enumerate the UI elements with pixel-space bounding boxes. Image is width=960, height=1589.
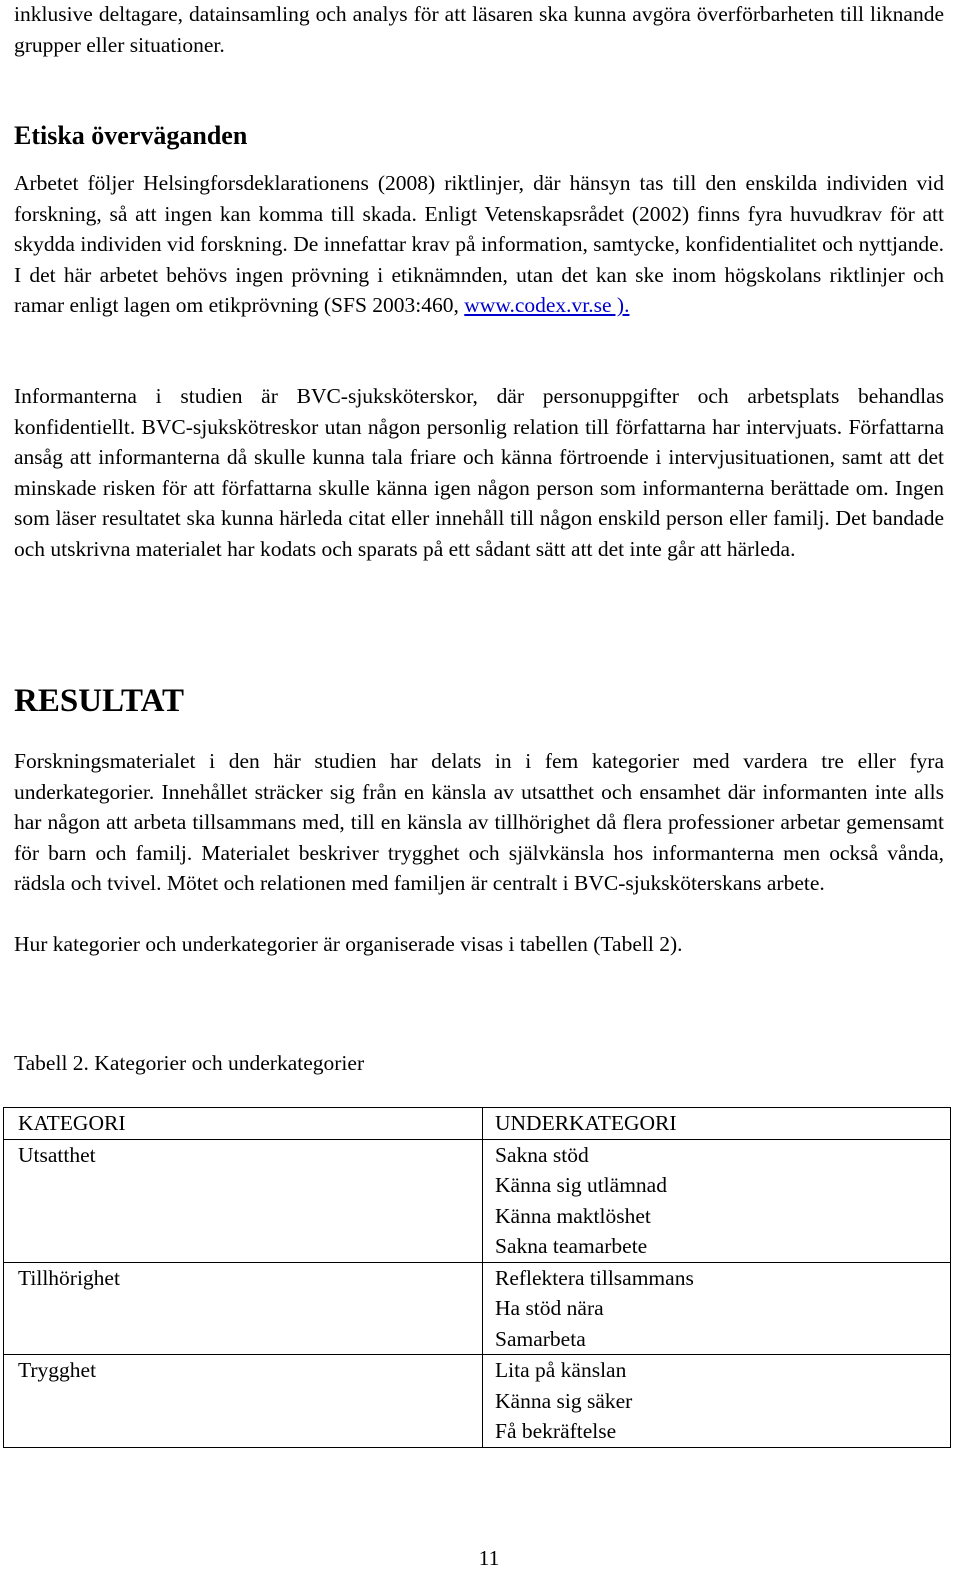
ethics-heading: Etiska överväganden bbox=[14, 121, 248, 150]
intro-paragraph: inklusive deltagare, datainsamling och analys för att läsaren ska kunna avgöra överförbarheten till liknande grupper eller situationer. bbox=[14, 2, 944, 57]
subcategory-item: Sakna stöd bbox=[495, 1142, 589, 1167]
category-cell: Trygghet bbox=[4, 1355, 483, 1448]
table-row bbox=[4, 1355, 951, 1448]
subcategory-item: Känna sig utlämnad bbox=[495, 1173, 667, 1197]
subcategory-item: Känna sig säker bbox=[495, 1388, 633, 1413]
subcategory-item: Ha stöd nära bbox=[495, 1296, 604, 1320]
codex-link[interactable]: www.codex.vr.se ). bbox=[464, 293, 630, 317]
table-header-row bbox=[4, 1108, 951, 1140]
table-caption: Tabell 2. Kategorier och underkategorier bbox=[14, 1051, 365, 1075]
subcategory-item: Få bekräftelse bbox=[495, 1419, 617, 1443]
subcategory-item: Känna maktlöshet bbox=[495, 1203, 651, 1228]
header-subcategory-cell: UNDERKATEGORI bbox=[483, 1108, 951, 1140]
subcategory-item: Lita på känslan bbox=[495, 1358, 627, 1382]
category-cell: Tillhörighet bbox=[4, 1262, 483, 1355]
header-category-cell: KATEGORI bbox=[4, 1108, 483, 1140]
ethics-paragraph-1-text: Arbetet följer Helsingforsdeklarationens (2008) riktlinjer, där hänsyn tas till den enskilda individen vid forskning, så att ingen kan komma till skada. Enligt Vetenskapsrådet (2002) finns fyra huvudkrav för att skydda individen vid forskning. De innefattar krav på information, samtycke, konfidentialitet och nyttjande. I det här arbetet behövs ingen prövning i etiknämnden, utan det kan ske inom högskolans riktlinjer och ramar enligt lagen om etikprövning (SFS 2003:460, bbox=[14, 171, 944, 317]
subcategory-cell bbox=[483, 1139, 951, 1262]
results-heading: RESULTAT bbox=[14, 683, 184, 719]
table-row bbox=[4, 1139, 951, 1262]
subcategory-cell bbox=[483, 1355, 951, 1448]
table-row bbox=[4, 1262, 951, 1355]
results-paragraph: Forskningsmaterialet i den här studien har delats in i fem kategorier med vardera tre eller fyra underkategorier. Innehållet sträcker sig från en känsla av utsatthet och ensamhet där informanten inte alls har någon att arbeta tillsammans med, till en känsla av tillhörighet då flera professioner arbetar gemensamt för barn och familj. Materialet beskriver trygghet och självkänsla hos informanterna men också vånda, rädsla och tvivel. Mötet och relationen med familjen är centralt i BVC-sjuksköterskans arbete. bbox=[14, 749, 944, 895]
category-table bbox=[3, 1107, 951, 1448]
subcategory-item: Reflektera tillsammans bbox=[495, 1265, 694, 1290]
results-table-reference: Hur kategorier och underkategorier är organiserade visas i tabellen (Tabell 2). bbox=[14, 932, 683, 956]
category-cell: Utsatthet bbox=[4, 1139, 483, 1262]
ethics-paragraph-1 bbox=[14, 168, 944, 321]
page-number: 11 bbox=[478, 1546, 500, 1570]
subcategory-cell bbox=[483, 1262, 951, 1355]
subcategory-item: Sakna teamarbete bbox=[495, 1234, 648, 1258]
subcategory-item: Samarbeta bbox=[495, 1326, 586, 1351]
ethics-paragraph-2: Informanterna i studien är BVC-sjuksköterskor, där personuppgifter och arbetsplats behandlas konfidentiellt. BVC-sjukskötreskor utan någon personlig relation till författarna har intervjuats. Författarna ansåg att informanterna då skulle kunna tala friare och känna förtroende i intervjusituationen, samt att det minskade risken för att författarna skulle känna igen någon person som informanterna berättade om. Ingen som läser resultatet ska kunna härleda citat eller innehåll till någon enskild person eller familj. Det bandade och utskrivna materialet har kodats och sparats på ett sådant sätt att det inte går att härleda. bbox=[14, 384, 944, 561]
